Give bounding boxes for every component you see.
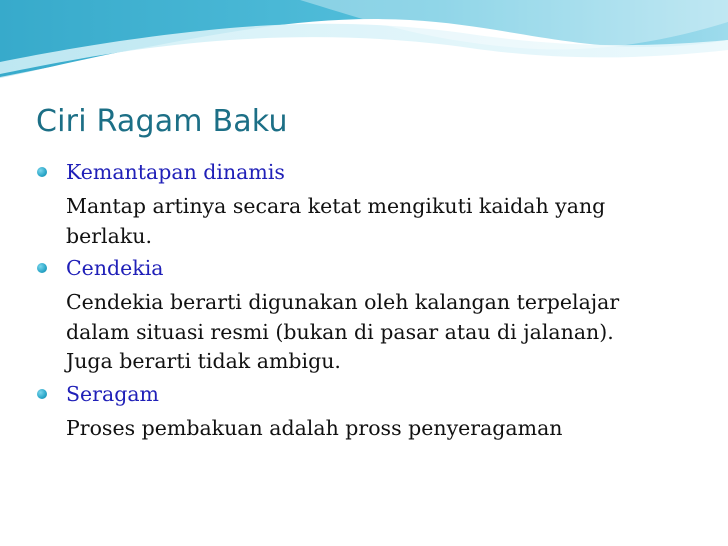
bullet-icon bbox=[37, 167, 47, 177]
item-description bbox=[66, 192, 706, 251]
item-heading: Seragam bbox=[66, 381, 159, 406]
list-item bbox=[37, 380, 707, 444]
description-line: dalam situasi resmi (bukan di pasar atau di jalanan). bbox=[66, 319, 614, 344]
bullet-list bbox=[37, 158, 707, 446]
list-item bbox=[37, 254, 707, 377]
bullet-icon bbox=[37, 263, 47, 273]
description-line: Proses pembakuan adalah pross penyeragaman bbox=[66, 415, 563, 440]
description-line: Cendekia berarti digunakan oleh kalangan terpelajar bbox=[66, 290, 620, 314]
slide-title: Ciri Ragam Baku bbox=[36, 104, 288, 139]
item-heading: Cendekia bbox=[66, 256, 164, 280]
item-description bbox=[66, 414, 706, 444]
item-heading: Kemantapan dinamis bbox=[66, 160, 285, 184]
bullet-icon bbox=[37, 389, 47, 399]
item-description bbox=[66, 288, 706, 377]
description-line: Juga berarti tidak ambigu. bbox=[66, 349, 341, 373]
description-line: Mantap artinya secara ketat mengikuti kaidah yang bbox=[66, 194, 606, 218]
list-item bbox=[37, 158, 707, 251]
decorative-wave-header bbox=[0, 0, 728, 90]
description-line: berlaku. bbox=[66, 223, 152, 248]
